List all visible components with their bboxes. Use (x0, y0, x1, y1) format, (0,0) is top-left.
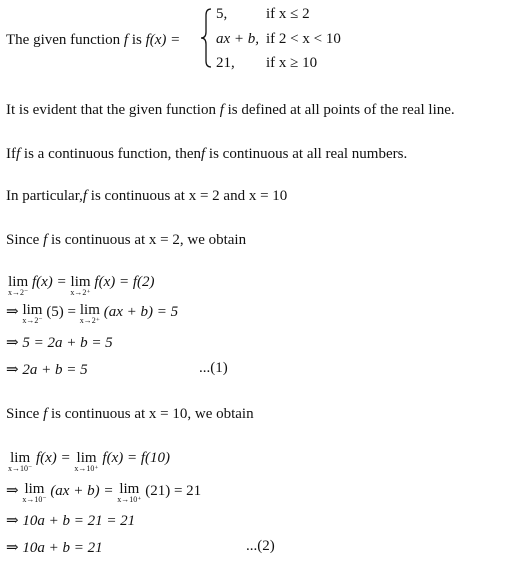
block2-l1-t1: f(x) = (35, 450, 71, 466)
block1-l1-t1: f(x) = (31, 274, 67, 290)
p1-text-b: is defined at all points of the real line. (227, 102, 455, 118)
block1-line2 (6, 302, 178, 325)
p3-text-a: In particular, (6, 188, 83, 204)
case-cond: if x ≥ 10 (266, 55, 318, 71)
p4-text-a: Since (6, 232, 40, 248)
intro-f: f (123, 32, 129, 48)
case-cond-3 (266, 55, 317, 72)
p2-text-c: is continuous at all real numbers. (208, 146, 408, 162)
case-expr: 5, (216, 6, 228, 22)
implies-arrow: ⇒ (6, 304, 19, 320)
block1-line4: ⇒ 2a + b = 5 (6, 362, 88, 378)
block2-l1-t2: f(x) = f(10) (102, 450, 171, 466)
intro-is: is (131, 32, 142, 48)
limit-operator: lim x→2⁻ (8, 274, 29, 297)
limit-operator: lim x→10⁺ (74, 450, 99, 473)
case-expr: ax + b, (216, 31, 260, 47)
case-cond: if x ≤ 2 (266, 6, 310, 22)
equation-tag-1: ...(1) (199, 360, 228, 376)
p3-f: f (82, 188, 88, 204)
limit-operator: lim x→2⁺ (79, 302, 100, 325)
block1-line1 (8, 274, 155, 297)
implies-arrow: ⇒ (6, 483, 19, 499)
p2-text-b: is a continuous function, then (23, 146, 201, 162)
block1-line3: ⇒ 5 = 2a + b = 5 (6, 335, 113, 351)
case-row-2 (216, 31, 259, 48)
case-cond: if 2 < x < 10 (266, 31, 341, 47)
p3-text-b: is continuous at x = 2 and x = 10 (90, 188, 288, 204)
intro-line (6, 32, 180, 49)
limit-operator: lim x→10⁻ (8, 450, 33, 473)
paragraph-5 (6, 406, 254, 423)
equation-tag-2: ...(2) (246, 538, 275, 554)
block1-l2-t1: (5) = (46, 304, 77, 320)
paragraph-1 (6, 102, 455, 119)
p5-f: f (43, 406, 48, 422)
block1-l2-t2: (ax + b) = 5 (103, 304, 179, 320)
limit-operator: lim x→2⁻ (22, 302, 43, 325)
p2-f: f (16, 146, 21, 162)
block1-l1-t2: f(x) = f(2) (94, 274, 155, 290)
limit-operator: lim x→10⁻ (22, 481, 47, 504)
block2-line1 (8, 450, 170, 473)
p5-text-b: is continuous at x = 10, we obtain (51, 406, 254, 422)
block2-line2 (6, 481, 201, 504)
limit-operator: lim x→2⁺ (70, 274, 91, 297)
paragraph-2 (6, 146, 407, 163)
case-expr: 21, (216, 55, 235, 71)
block2-line3: ⇒ 10a + b = 21 = 21 (6, 513, 136, 529)
paragraph-3 (6, 188, 287, 205)
p1-f: f (219, 102, 224, 118)
intro-prefix: The given function (6, 32, 121, 48)
p5-text-a: Since (6, 406, 40, 422)
block2-line4: ⇒ 10a + b = 21 (6, 540, 103, 556)
intro-fx: f(x) = (145, 32, 181, 48)
p2-f2: f (200, 146, 206, 162)
case-cond-2 (266, 31, 341, 48)
piecewise-brace (199, 7, 213, 69)
block2-l2-t2: (21) = 21 (145, 483, 202, 499)
p4-f: f (43, 232, 48, 248)
case-row-3 (216, 55, 235, 72)
block2-l2-t1: (ax + b) = (50, 483, 114, 499)
limit-operator: lim x→10⁺ (117, 481, 142, 504)
case-row-1 (216, 6, 227, 23)
p2-text-a: If (6, 146, 16, 162)
p1-text-a: It is evident that the given function (6, 102, 216, 118)
paragraph-4 (6, 232, 246, 249)
p4-text-b: is continuous at x = 2, we obtain (51, 232, 247, 248)
case-cond-1 (266, 6, 310, 23)
